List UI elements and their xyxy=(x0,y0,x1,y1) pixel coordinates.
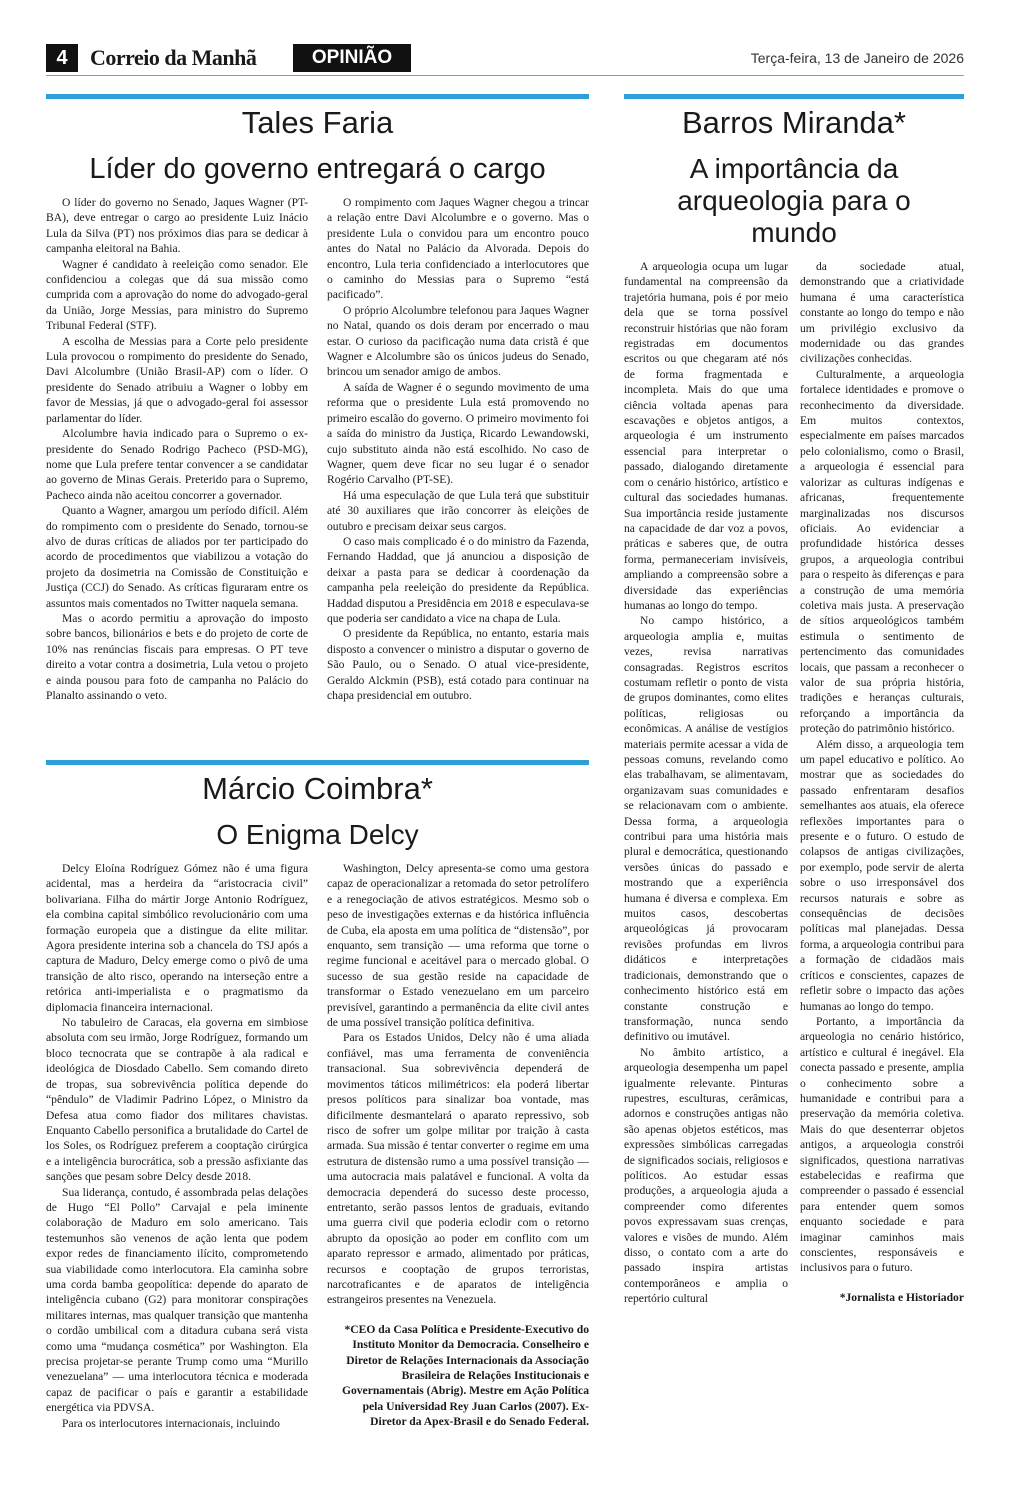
paragraph: da sociedade atual, demonstrando que a criatividade humana é uma característica constante ao longo do tempo e não um privilégio exclusivo da modernidade ou das grandes civilizações conhecidas. xyxy=(800,260,964,366)
page-header xyxy=(0,0,1010,80)
article-author: Márcio Coimbra* xyxy=(202,771,433,806)
paragraph: Quanto a Wagner, amargou um período difícil. Além do rompimento com o presidente do Senado, tornou-se alvo de duras críticas de aliados por ter participado do acordo de procedimentos que viabilizou a votação do projeto da dosimetria na Comissão de Constituição e Justiça (CCJ) do Senado. As críticas figuraram entre os assuntos mais comentados no Twitter naquela semana. xyxy=(46,504,308,610)
publication-name: Correio da Manhã xyxy=(90,45,257,70)
paragraph: Mas o acordo permitiu a aprovação do imposto sobre bancos, bilionários e bets e do projeto de corte de 10% nas renúncias fiscais para empresas. O PT teve direito a votar contra a dosimetria, Lula vetou o projeto e ainda pousou para foto de campanha no Palácio do Planalto assinando o veto. xyxy=(46,611,308,702)
paragraph: O presidente da República, no entanto, estaria mais disposto a convencer o ministro a disputar o governo de São Paulo, ou o Senado. O atual vice-presidente, Geraldo Alckmin (PSB), está cotado para continuar na chapa presidencial em outubro. xyxy=(327,627,589,702)
paragraph: No âmbito artístico, a arqueologia desempenha um papel igualmente relevante. Pinturas rupestres, esculturas, cerâmicas, adornos e construções antigas não são apenas objetos estéticos, mas expressões simbólicas carregadas de significados sociais, religiosos e políticos. Ao estudar essas produções, a arqueologia ajuda a compreender como diferentes povos expressavam suas crenças, valores e visões de mundo. Além disso, o contato com a arte do passado inspira artistas contemporâneos e amplia o repertório cultural xyxy=(624,1045,788,1306)
paragraph: Portanto, a importância da arqueologia no cenário histórico, artístico e cultural é inegável. Ela conecta passado e presente, amplia o conhecimento sobre a humanidade e contribui para a preservação da memória coletiva. Mais do que desenterrar objetos antigos, a arqueologia constrói significados, questiona narrativas estabelecidas e reafirma que compreender o passado é essencial para entender quem somos enquanto sociedade e para imaginar caminhos mais conscientes, responsáveis e inclusivos para o futuro. xyxy=(800,1014,964,1275)
paragraph: Washington, Delcy apresenta-se como uma gestora capaz de operacionalizar a retomada do setor petrolífero e a renegociação de ativos estratégicos. Mesmo sob o peso de investigações externas e da histórica influência de Cuba, ela aposta em uma política de “distensão”, por enquanto, sem transição — uma reforma que torne o regime funcional e aceitável para o mercado global. O sucesso de sua gestão reside na capacidade de transformar o Estado venezuelano em um parceiro previsível, garantindo a permanência da elite civil antes de uma possível transição política definitiva. xyxy=(327,862,589,1030)
article-body xyxy=(624,259,964,1307)
paragraph: Para os Estados Unidos, Delcy não é uma aliada confiável, mas uma ferramenta de conveniência transacional. Sua sobrevivência dependerá de movimentos táticos milimétricos: ela poderá libertar presos políticos para sinalizar boa vontade, mas dificilmente desmantelará o aparato repressivo, sob risco de sofrer um golpe militar por traição à casta armada. Sua missão é tentar converter o regime em uma estrutura de distensão rumo a uma possível transição — uma autocracia mais palatável e funcional. A volta da democracia dependerá do sucesso deste processo, entretanto, serão passos lentos de graduais, evitando uma guerra civil que poderia eclodir com o retorno abrupto da oposição ao poder em conflito com um aparato repressor e armado, alimentado por práticas, recursos e cooptação de grupos terroristas, narcotraficantes e de aparatos de inteligência estrangeiros presentes na Venezuela. xyxy=(327,1031,589,1307)
article-author: Barros Miranda* xyxy=(682,105,906,140)
article-body xyxy=(46,861,589,1431)
article-author: Tales Faria xyxy=(241,105,394,140)
article-tales-faria xyxy=(46,94,589,703)
column-right xyxy=(327,861,589,1431)
paragraph: A arqueologia ocupa um lugar fundamental na compreensão da trajetória humana, pois é por meio dela que se torna possível reconstruir histórias que não foram registradas em documentos escritos ou que chegaram até nós de forma fragmentada e incompleta. Mais do que uma ciência voltada apenas para escavações e objetos antigos, a arqueologia é um instrumento essencial para interpretar o passado, dialogando diretamente com o cenário histórico, artístico e cultural das sociedades humanas. Sua importância reside justamente na capacidade de dar voz a povos, práticas e saberes que, de outra forma, permaneceriam invisíveis, ampliando a compreensão sobre a diversidade das experiências humanas ao longo do tempo. xyxy=(624,260,788,612)
article-headline: Líder do governo entregará o cargo xyxy=(89,153,546,185)
article-body xyxy=(46,195,589,703)
article-headline: O Enigma Delcy xyxy=(216,819,419,850)
article-headline: A importância da arqueologia para o mundo xyxy=(677,153,911,248)
column-left xyxy=(46,195,308,703)
paragraph: O caso mais complicado é o do ministro da Fazenda, Fernando Haddad, que já anunciou a disposição de deixar a pasta para se dedicar à coordenação da campanha pela reeleição do presidente da República. Haddad disputou a Presidência em 2018 e especulava-se que poderia ser candidato a vice na chapa de Lula. xyxy=(327,534,589,625)
article-top-bar xyxy=(624,94,964,99)
paragraph: A saída de Wagner é o segundo movimento de uma reforma que o presidente Lula está promovendo no primeiro escalão do governo. O primeiro movimento foi a saída do ministro da Justiça, Ricardo Lewandowski, cujo substituto ainda não está escolhido. No caso de Wagner, quem deve ficar no seu lugar é o senador Rogério Carvalho (PT-SE). xyxy=(327,380,589,487)
paragraph: No campo histórico, a arqueologia amplia e, muitas vezes, revisa narrativas consagradas. Registros escritos costumam refletir o ponto de vista de grupos dominantes, como elites políticas, religiosas ou econômicas. A análise de vestígios materiais permite acessar a vida de pessoas comuns, revelando como elas trabalhavam, se alimentavam, organizavam suas comunidades e se relacionavam com o ambiente. Dessa forma, a arqueologia contribui para uma história mais plural e democrática, questionando versões únicas do passado e mostrando que a experiência humana é diversa e complexa. Em muitos casos, descobertas arqueológicas já provocaram revisões profundas em livros didáticos e interpretações tradicionais, demonstrando que o conhecimento histórico está em constante construção e transformação, nunca sendo definitivo ou imutável. xyxy=(624,614,788,1044)
section-label: OPINIÃO xyxy=(293,44,411,72)
header-rule xyxy=(46,75,964,76)
paragraph: Para os interlocutores internacionais, incluindo xyxy=(62,1416,280,1430)
article-marcio-coimbra xyxy=(46,760,589,1431)
paragraph: Delcy Eloína Rodríguez Gómez não é uma figura acidental, mas a herdeira da “aristocracia civil” bolivariana. Filha do mártir Jorge Antonio Rodríguez, ela combina capital simbólico revolucionário com uma formação europeia que a distingue da elite militar. Agora presidente interina sob a chancela do TSJ após a captura de Maduro, Delcy emerge como o pivô de uma transição de alto risco, operando na interseção entre a retórica anti-imperialista e o pragmatismo da diplomacia financeira internacional. xyxy=(46,862,308,1014)
paragraph: O líder do governo no Senado, Jaques Wagner (PT-BA), deve entregar o cargo ao presidente Luiz Inácio Lula da Silva (PT) nos próximos dias para se dedicar à campanha eleitoral na Bahia. xyxy=(46,196,308,256)
author-bio-note: *Jornalista e Historiador xyxy=(839,1290,964,1304)
article-top-bar xyxy=(46,760,589,765)
paragraph: O rompimento com Jaques Wagner chegou a trincar a relação entre Davi Alcolumbre e o governo. Mas o presidente Lula o convidou para um encontro pouco antes do Natal no Palácio da Alvorada. Depois do encontro, Lula teria confidenciado a interlocutores que o caminho do Messias para o Supremo “está pacificado”. xyxy=(327,196,589,302)
issue-date: Terça-feira, 13 de Janeiro de 2026 xyxy=(750,50,964,66)
paragraph: A escolha de Messias para a Corte pelo presidente Lula provocou o rompimento do presidente do Senado, Davi Alcolumbre (União Brasil-AP) com o líder. O presidente do Senado atribuiu a Wagner o lobby em favor de Messias, já que o advogado-geral foi assessor parlamentar do líder. xyxy=(46,334,308,425)
column-left xyxy=(624,259,788,1307)
column-left xyxy=(46,861,308,1431)
page-number: 4 xyxy=(46,44,78,72)
paragraph: Alcolumbre havia indicado para o Supremo o ex-presidente do Senado Rodrigo Pacheco (PSD-MG), nome que Lula prefere tentar convencer a se candidatar ao governo de Minas Gerais. Preterido para o Supremo, Pacheco ainda não aceitou concorrer a governador. xyxy=(46,427,308,502)
article-barros-miranda xyxy=(624,94,964,1307)
paragraph: Sua liderança, contudo, é assombrada pelas delações de Hugo “El Pollo” Carvajal e pela iminente colaboração de Maduro em solo americano. Tais testemunhos são venenos de ação lenta que podem expor redes de financiamento ilícito, comprometendo sua viabilidade como interlocutora. Ela caminha sobre uma corda bamba geopolítica: depende do aparato de inteligência cubano (G2) para monitorar conspirações militares internas, mas qualquer transição que mantenha o cordão umbilical com a ditadura cubana será vista como uma “mudança cosmética” por Washington. Ela precisa projetar-se perante Trump como uma “Murillo venezuelana” — uma interlocutora técnica e moderada capaz de pacificar o país e garantir a estabilidade energética via PDVSA. xyxy=(46,1185,308,1415)
column-right xyxy=(800,259,964,1307)
paragraph: O próprio Alcolumbre telefonou para Jaques Wagner no Natal, quando os dois deram por encerrado o mau estar. O curioso da pacificação numa data cristã é que Wagner e Alcolumbre são os únicos judeus do Senado, brincou um senador amigo de ambos. xyxy=(327,303,589,379)
article-top-bar xyxy=(46,94,589,99)
paragraph: Wagner é candidato à reeleição como senador. Ele confidenciou a colegas que dá sua missão como cumprida com a aprovação do nome do advogado-geral da União, Jorge Messias, para ministro do Supremo Tribunal Federal (STF). xyxy=(46,257,308,333)
column-right xyxy=(327,195,589,703)
paragraph: Além disso, a arqueologia tem um papel educativo e político. Ao mostrar que as sociedades do passado enfrentaram desafios semelhantes aos atuais, ela oferece reflexões importantes para o presente e o futuro. O estudo de colapsos de antigas civilizações, por exemplo, pode servir de alerta sobre o uso irresponsável dos recursos naturais e sobre as consequências de decisões políticas mal planejadas. Dessa forma, a arqueologia contribui para a formação de cidadãos mais críticos e conscientes, capazes de refletir sobre o impacto das ações humanas ao longo do tempo. xyxy=(800,737,964,1013)
author-bio-note: *CEO da Casa Política e Presidente-Executivo do Instituto Monitor da Democracia. Conselheiro e Diretor de Relações Internacionais da Associação Brasileira de Relações Institucionais e Governamentais (Abrig). Mestre em Ação Política pela Universidad Rey Juan Carlos (2007). Ex-Diretor da Apex-Brasil e do Senado Federal. xyxy=(341,1322,589,1429)
paragraph: Há uma especulação de que Lula terá que substituir até 30 auxiliares que irão concorrer às eleições de outubro e precisam deixar seus cargos. xyxy=(327,488,589,533)
paragraph: Culturalmente, a arqueologia fortalece identidades e promove o reconhecimento da diversidade. Em muitos contextos, especialmente em países marcados pelo colonialismo, como o Brasil, a arqueologia é essencial para valorizar as culturas indígenas e africanas, frequentemente marginalizadas nos discursos oficiais. Ao evidenciar a profundidade histórica desses grupos, a arqueologia contribui para o respeito às diferenças e para a construção de uma memória coletiva mais justa. A preservação de sítios arqueológicos também estimula o sentimento de pertencimento das comunidades locais, que passam a reconhecer o valor de sua própria história, tradições e heranças culturais, reforçando a importância da proteção do patrimônio histórico. xyxy=(800,367,964,736)
paragraph: No tabuleiro de Caracas, ela governa em simbiose absoluta com seu irmão, Jorge Rodríguez, formando um bloco tecnocrata que se contrapõe à ala radical e ideológica de Diosdado Cabello. Sem comando direto de tropas, sua sobrevivência política depende do “pêndulo” de Vladimir Padrino López, o Ministro da Defesa atua como fiador dos militares chavistas. Enquanto Cabello personifica a brutalidade do Cartel de los Soles, os Rodríguez preferem a cooptação cirúrgica e a inteligência burocrática, sob a pressão asfixiante das sanções que pesam sobre Delcy desde 2018. xyxy=(46,1016,308,1184)
